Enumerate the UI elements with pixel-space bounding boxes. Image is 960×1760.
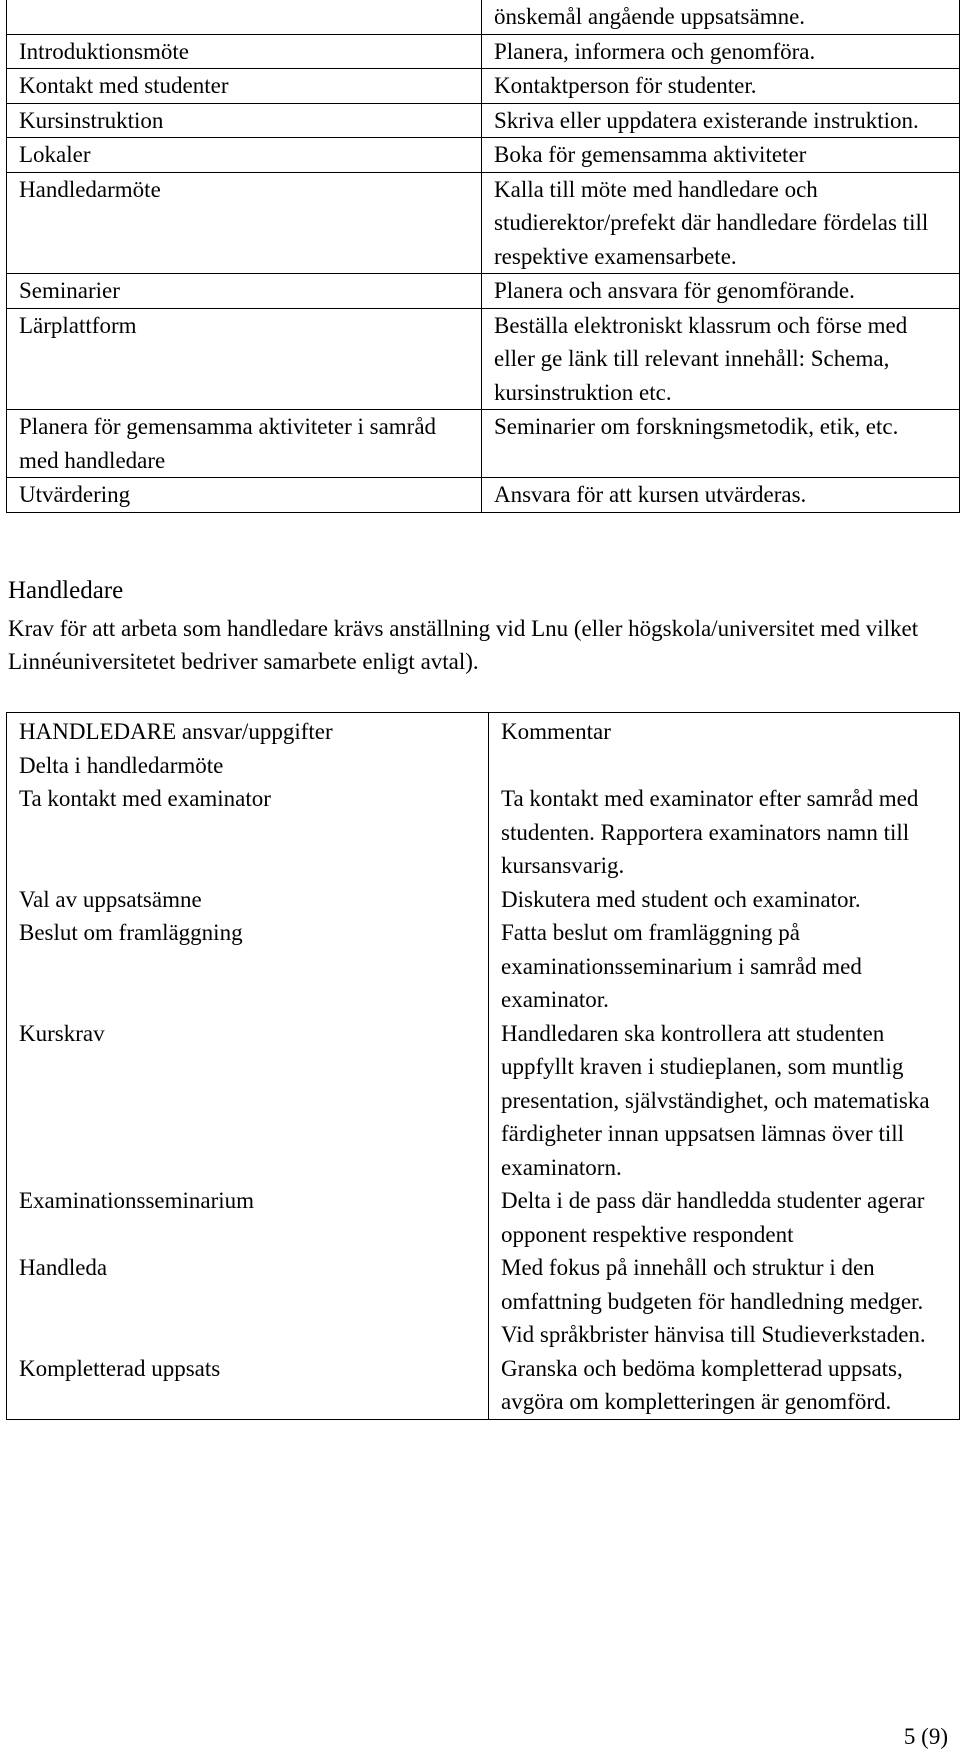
task-cell: Kursinstruktion xyxy=(7,103,482,138)
responsibility-cell: Examinationsseminarium xyxy=(7,1184,489,1251)
task-cell: Seminarier xyxy=(7,274,482,309)
table-row xyxy=(7,782,960,883)
comment-cell: Delta i de pass där handledda studenter agerar opponent respektive respondent xyxy=(489,1184,960,1251)
comment-cell: Granska och bedöma kompletterad uppsats, avgöra om kompletteringen är genomförd. xyxy=(489,1352,960,1420)
table-row xyxy=(7,1017,960,1185)
column-header-comment: Kommentar xyxy=(489,713,960,749)
description-cell: Kontaktperson för studenter. xyxy=(482,69,960,104)
description-cell: Kalla till möte med handledare och studierektor/prefekt där handledare fördelas till respektive examensarbete. xyxy=(482,172,960,274)
comment-cell: Med fokus på innehåll och struktur i den omfattning budgeten för handledning medger. Vid språkbrister hänvisa till Studieverkstaden. xyxy=(489,1251,960,1352)
table-row xyxy=(7,749,960,783)
responsibility-cell: Val av uppsatsämne xyxy=(7,883,489,917)
task-cell xyxy=(7,0,482,34)
table-row xyxy=(7,0,960,34)
comment-cell: Diskutera med student och examinator. xyxy=(489,883,960,917)
comment-cell: Fatta beslut om framläggning på examinationsseminarium i samråd med examinator. xyxy=(489,916,960,1017)
responsibility-cell: Beslut om framläggning xyxy=(7,916,489,1017)
description-cell: önskemål angående uppsatsämne. xyxy=(482,0,960,34)
table-row xyxy=(7,69,960,104)
table-row xyxy=(7,883,960,917)
comment-cell: Ta kontakt med examinator efter samråd med studenten. Rapportera examinators namn till kursansvarig. xyxy=(489,782,960,883)
table-row xyxy=(7,916,960,1017)
table-header-row xyxy=(7,713,960,749)
table-row xyxy=(7,138,960,173)
comment-cell: Handledaren ska kontrollera att studenten uppfyllt kraven i studieplanen, som muntlig presentation, självständighet, och matematiska färdigheter innan uppsatsen lämnas över till examinatorn. xyxy=(489,1017,960,1185)
description-cell: Boka för gemensamma aktiviteter xyxy=(482,138,960,173)
table-row xyxy=(7,1184,960,1251)
table-row xyxy=(7,1251,960,1352)
page-number: 5 (9) xyxy=(903,1724,948,1749)
table-row xyxy=(7,34,960,69)
responsibility-cell: Delta i handledarmöte xyxy=(7,749,489,783)
responsibility-cell: Kurskrav xyxy=(7,1017,489,1185)
description-cell: Skriva eller uppdatera existerande instruktion. xyxy=(482,103,960,138)
table-row xyxy=(7,308,960,410)
description-cell: Seminarier om forskningsmetodik, etik, etc. xyxy=(482,410,960,478)
task-cell: Planera för gemensamma aktiviteter i samråd med handledare xyxy=(7,410,482,478)
table-row xyxy=(7,1352,960,1420)
table-row xyxy=(7,172,960,274)
task-cell: Handledarmöte xyxy=(7,172,482,274)
coordinator-tasks-table xyxy=(6,0,960,513)
task-cell: Lokaler xyxy=(7,138,482,173)
table-row xyxy=(7,410,960,478)
description-cell: Planera, informera och genomföra. xyxy=(482,34,960,69)
responsibility-cell: Kompletterad uppsats xyxy=(7,1352,489,1420)
task-cell: Utvärdering xyxy=(7,478,482,513)
description-cell: Ansvara för att kursen utvärderas. xyxy=(482,478,960,513)
section-heading: Handledare xyxy=(8,577,124,604)
column-header-responsibility: HANDLEDARE ansvar/uppgifter xyxy=(7,713,489,749)
table-row xyxy=(7,274,960,309)
task-cell: Lärplattform xyxy=(7,308,482,410)
table-row xyxy=(7,103,960,138)
task-cell: Introduktionsmöte xyxy=(7,34,482,69)
description-cell: Beställa elektroniskt klassrum och förse med eller ge länk till relevant innehåll: Schema, kursinstruktion etc. xyxy=(482,308,960,410)
section-paragraph: Krav för att arbeta som handledare krävs anställning vid Lnu (eller högskola/universitet med vilket Linnéuniversitetet bedriver samarbete enligt avtal). xyxy=(8,616,919,674)
supervisor-responsibilities-table xyxy=(6,712,960,1420)
comment-cell xyxy=(489,749,960,783)
task-cell: Kontakt med studenter xyxy=(7,69,482,104)
table-row xyxy=(7,478,960,513)
description-cell: Planera och ansvara för genomförande. xyxy=(482,274,960,309)
responsibility-cell: Ta kontakt med examinator xyxy=(7,782,489,883)
responsibility-cell: Handleda xyxy=(7,1251,489,1352)
